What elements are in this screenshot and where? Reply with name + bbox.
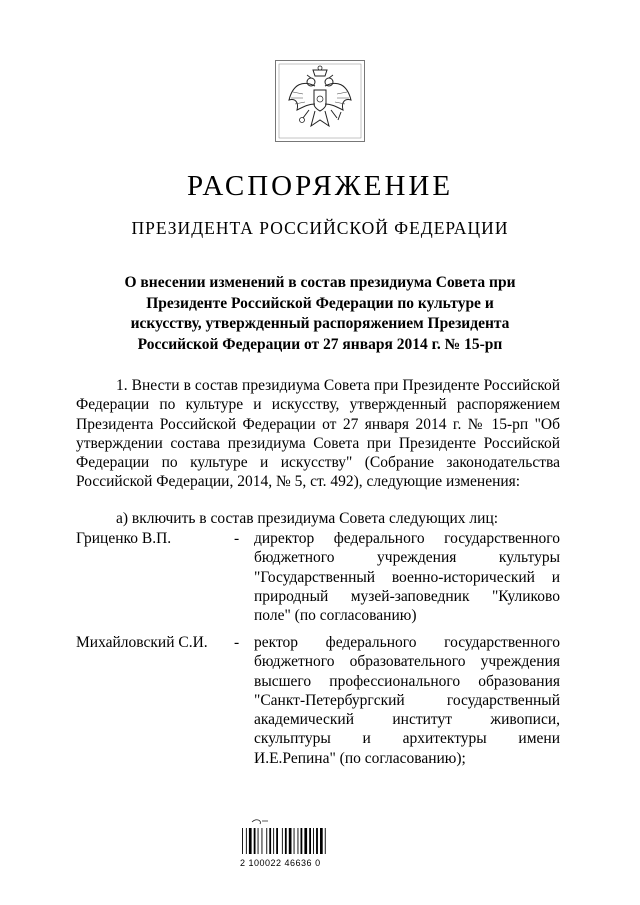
person-name: Гриценко В.П. [76,530,172,547]
heading-line: искусству, утвержденный распоряжением Президента [130,315,510,332]
heading-line: Российской Федерации от 27 января 2014 г. № 15-рп [137,335,503,353]
coat-of-arms-icon [275,60,365,142]
person-dash: - [234,634,240,651]
person-description: директор федерального государственного бюджетного учреждения культуры "Государственный военно-исторический и природный музей-заповедник "Куликово поле" (по согласованию) [254,530,560,625]
heading-line: Президенте Российской Федерации по культуре и [146,294,494,312]
barcode [240,818,390,873]
heading-line: О внесении изменений в состав президиума Совета при [124,274,516,291]
document-subtitle: ПРЕЗИДЕНТА РОССИЙСКОЙ ФЕДЕРАЦИИ [131,218,509,238]
person-description: ректор федерального государственного бюджетного образовательного учреждения высшего профессионального образования "Санкт-Петербургский государственный академический институт живописи, скульптуры и архитектуры имени И.Е.Репина" (по согласованию); [254,634,560,767]
person-name: Михайловский С.И. [76,634,208,651]
paragraph-1: 1. Внести в состав президиума Совета при Президенте Российской Федерации по культуре и искусству, утвержденный распоряжением Президента Российской Федерации от 27 января 2014 г. № 15-рп "Об утверждении состава президиума Совета при Президенте Российской Федерации по культуре и искусству" (Собрание законодательства Российской Федерации, 2014, № 5, ст. 492), следующие изменения: [76,377,560,491]
document-heading [90,273,550,355]
paragraph-a: а) включить в состав президиума Совета следующих лиц: [116,510,499,527]
document-title: РАСПОРЯЖЕНИЕ [186,170,454,202]
barcode-number: 2 100022 46636 0 [240,858,321,868]
person-dash: - [234,530,240,547]
barcode-icon [240,818,360,856]
